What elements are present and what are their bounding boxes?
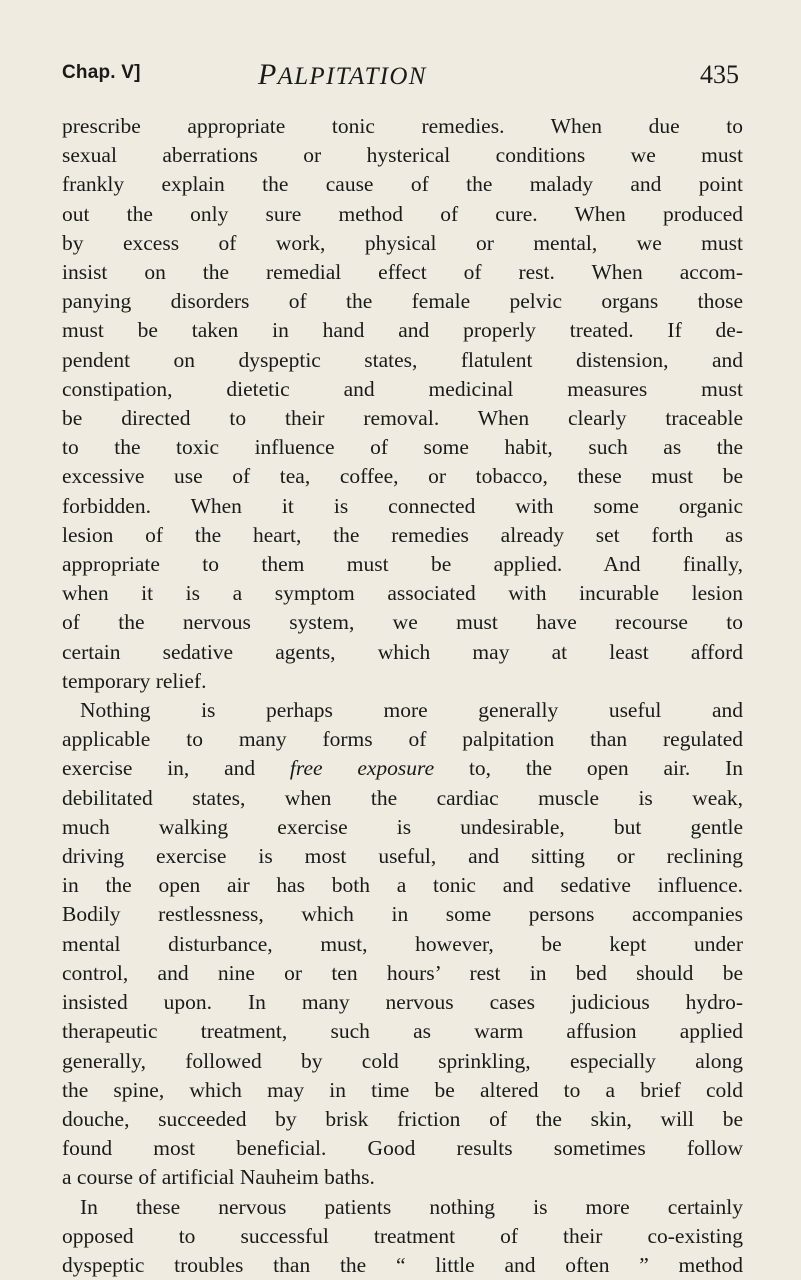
text-line: a course of artificial Nauheim baths. — [62, 1165, 375, 1190]
running-title-initial: P — [258, 58, 278, 91]
italic-emphasis: free exposure — [289, 756, 435, 781]
text-line: sexual aberrations or hysterical conditions we must — [62, 143, 743, 168]
text-line: applicable to many forms of palpitation than regulated — [62, 727, 743, 752]
text-line: out the only sure method of cure. When produced — [62, 201, 743, 226]
text-line: driving exercise is most useful, and sitting or reclining — [62, 844, 743, 869]
text-line: be directed to their removal. When clearly traceable — [62, 406, 743, 431]
text-line: pendent on dyspeptic states, flatulent distension, and — [62, 347, 743, 372]
text-line: Bodily restlessness, which in some persons accompanies — [62, 902, 743, 927]
text-segment: to, the open air. In — [434, 756, 744, 781]
text-line: insisted upon. In many nervous cases judicious hydro- — [62, 990, 743, 1015]
running-title — [258, 58, 427, 92]
body-text — [62, 112, 743, 1280]
running-title-rest: ALPITATION — [277, 63, 427, 90]
running-header — [62, 60, 741, 96]
text-line: to the toxic influence of some habit, such as the — [62, 435, 743, 460]
text-line: in the open air has both a tonic and sedative influence. — [62, 873, 743, 898]
chapter-label: Chap. V] — [62, 62, 141, 83]
text-line: In these nervous patients nothing is more certainly — [80, 1194, 743, 1219]
text-line: temporary relief. — [62, 668, 207, 693]
text-line: by excess of work, physical or mental, we must — [62, 230, 743, 255]
text-line: opposed to successful treatment of their co-existing — [62, 1223, 743, 1248]
text-line: appropriate to them must be applied. And finally, — [62, 552, 743, 577]
text-line: generally, followed by cold sprinkling, especially along — [62, 1048, 743, 1073]
text-line: must be taken in hand and properly treated. If de- — [62, 318, 743, 343]
text-line-with-emphasis — [62, 754, 743, 783]
page-number: 435 — [700, 60, 739, 89]
text-line: therapeutic treatment, such as warm affusion applied — [62, 1019, 743, 1044]
text-line: when it is a symptom associated with incurable lesion — [62, 581, 743, 606]
text-line: frankly explain the cause of the malady and point — [62, 172, 743, 197]
text-line: certain sedative agents, which may at least afford — [62, 639, 743, 664]
text-line: mental disturbance, must, however, be kept under — [62, 931, 743, 956]
text-segment: exercise in, and — [62, 756, 290, 781]
text-line: Nothing is perhaps more generally useful and — [80, 698, 743, 723]
text-line: dyspeptic troubles than the “ little and often ” method — [62, 1252, 743, 1277]
text-line: panying disorders of the female pelvic organs those — [62, 289, 743, 314]
text-line: lesion of the heart, the remedies already set forth as — [62, 522, 743, 547]
text-line: the spine, which may in time be altered to a brief cold — [62, 1077, 743, 1102]
text-line: constipation, dietetic and medicinal measures must — [62, 376, 743, 401]
text-line: insist on the remedial effect of rest. When accom- — [62, 260, 743, 285]
text-line: douche, succeeded by brisk friction of the skin, will be — [62, 1106, 743, 1131]
text-line: much walking exercise is undesirable, but gentle — [62, 814, 743, 839]
text-line: excessive use of tea, coffee, or tobacco, these must be — [62, 464, 743, 489]
text-line: forbidden. When it is connected with some organic — [62, 493, 743, 518]
text-line: of the nervous system, we must have recourse to — [62, 610, 743, 635]
text-line: found most beneficial. Good results sometimes follow — [62, 1136, 743, 1161]
text-line: control, and nine or ten hours’ rest in bed should be — [62, 960, 743, 985]
text-line: debilitated states, when the cardiac muscle is weak, — [62, 785, 743, 810]
text-line: prescribe appropriate tonic remedies. When due to — [62, 114, 743, 138]
